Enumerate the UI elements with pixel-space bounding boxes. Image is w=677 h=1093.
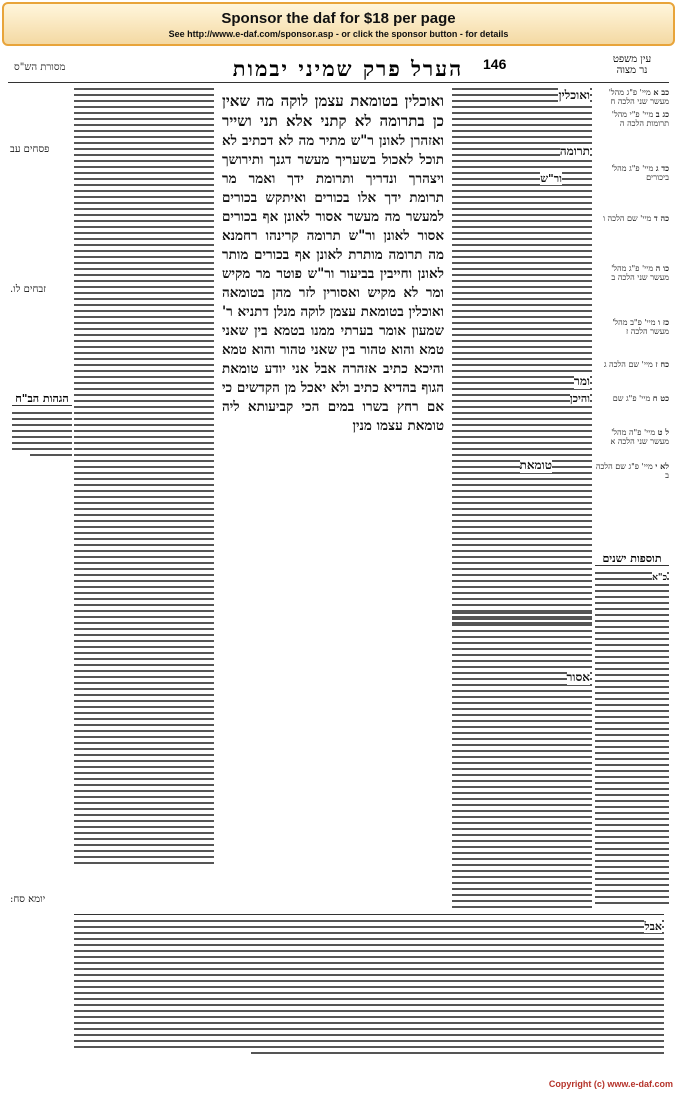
page-header	[8, 52, 669, 82]
hagahot-habach-title: הגהות הב"ח	[12, 392, 72, 406]
sponsor-banner[interactable]	[2, 2, 675, 46]
talmud-page	[8, 52, 669, 1072]
masoret-hashas-label: מסורת הש"ס	[14, 62, 66, 73]
header-rule	[8, 82, 669, 83]
ein-mishpat-entry: כג ב מיי' פ"י מהל' תרומות הלכה ה	[611, 109, 669, 128]
ein-mishpat-entry: כז ו מיי' פ"ב מהל' מעשר הלכה ז	[612, 317, 669, 336]
rashi-lead-word: אסור	[566, 670, 590, 684]
margin-note: זבחים לו.	[10, 284, 46, 295]
tosafot-lead-word: אבל	[644, 920, 662, 933]
margin-note: יומא סח:	[10, 894, 46, 905]
ein-mishpat-entry: כח ז מיי' שם הלכה ג	[603, 359, 669, 369]
tosafot-yeshanim-text	[595, 572, 669, 912]
ein-mishpat-entry: כד ג מיי' פ"ג מהל' ביכורים	[611, 163, 669, 182]
page-number: 146	[483, 56, 507, 72]
bottom-commentary	[74, 920, 664, 1066]
sponsor-details[interactable]: See http://www.e-daf.com/sponsor.asp - or click the sponsor button - for details	[168, 29, 509, 39]
margin-note: פסחים עב	[10, 144, 50, 155]
bottom-rule	[74, 914, 664, 915]
tosafot-lead-word: כ"א	[652, 573, 667, 583]
ein-mishpat-entry: כט ח מיי' פ"ג שם	[612, 393, 669, 403]
ein-mishpat-entry: כב א מיי' פ"ג מהל' מעשר שני הלכה ח	[608, 87, 669, 106]
tosafot-yeshanim-title: תוספות ישנים	[595, 552, 669, 566]
hagahot-habach-text	[12, 412, 72, 482]
ein-mishpat-entry: כה ד מיי' שם הלכה ו	[602, 213, 669, 223]
ein-mishpat-entry: ל ט מיי' פ"ה מהל' מעשר שני הלכה א	[610, 427, 669, 446]
copyright-link[interactable]: Copyright (c) www.e-daf.com	[548, 1079, 673, 1089]
rashi-column	[452, 88, 592, 608]
gemara-column	[222, 92, 444, 912]
rashi-lead-word: והיכן	[569, 392, 590, 405]
ein-mishpat-column	[595, 88, 669, 608]
rashi-lower	[452, 612, 592, 912]
page-title: הערל פרק שמיני יבמות	[232, 56, 464, 81]
ein-mishpat-label: עין משפט נר מצוה	[612, 54, 652, 76]
rashi-lead-word: ומר	[573, 374, 590, 388]
rashi-lead-word: ואוכלין	[558, 88, 590, 102]
gemara-body: ואזהרן לאונן ר"ש מתיר מה לא דכתיב לא תוכל לאכול בשעריך מעשר דגנך ותירושך ויצהרך ונדריך ותרומת ידך ואמר מר תרומת ידך אלו בכורים ואיתקש בכורים למעשר מה מעשר אסור לאונן אף בכורים אסור לאונן ור"ש תרומה קרינהו רחמנא מה תרומה מותרת לאונן אף בכורים מותר לאונן וחייבין בביעור ור"ש פוטר מר מקיש ומר לא מקיש ואסורין לזר מהן בטומאה ואוכלין בטומאת עצמן לוקה מנלן דתניא ר' שמעון אומר בערתי ממנו בטמא בין שאני טמא והוא טהור בין שאני טהור והוא טמא והיכא כתיב אזהרה אבל אני יודע טומאת הגוף בהדיא כתיב ולא יאכל מן הקדשים כי אם רחץ בשרו במים הכי קביעותא ליה טומאת עצמו מנין	[222, 133, 444, 434]
ein-mishpat-entry: כו ה מיי' פ"ג מהל' מעשר שני הלכה ב	[611, 263, 669, 282]
gemara-intro: ואוכלין בטומאת עצמן לוקה מה שאין כן בתרומה לא קתני אלא תני ושייר	[222, 92, 444, 130]
rashi-lead-word: ור"ש	[540, 172, 562, 185]
tosafot-column	[74, 88, 214, 908]
rashi-lead-word: טומאת	[519, 458, 552, 472]
rashi-lead-word: תרומה	[559, 144, 590, 158]
sponsor-title: Sponsor the daf for $18 per page	[221, 10, 456, 27]
ein-mishpat-entry: לא י מיי' פ"ג שם הלכה ב	[595, 461, 669, 480]
